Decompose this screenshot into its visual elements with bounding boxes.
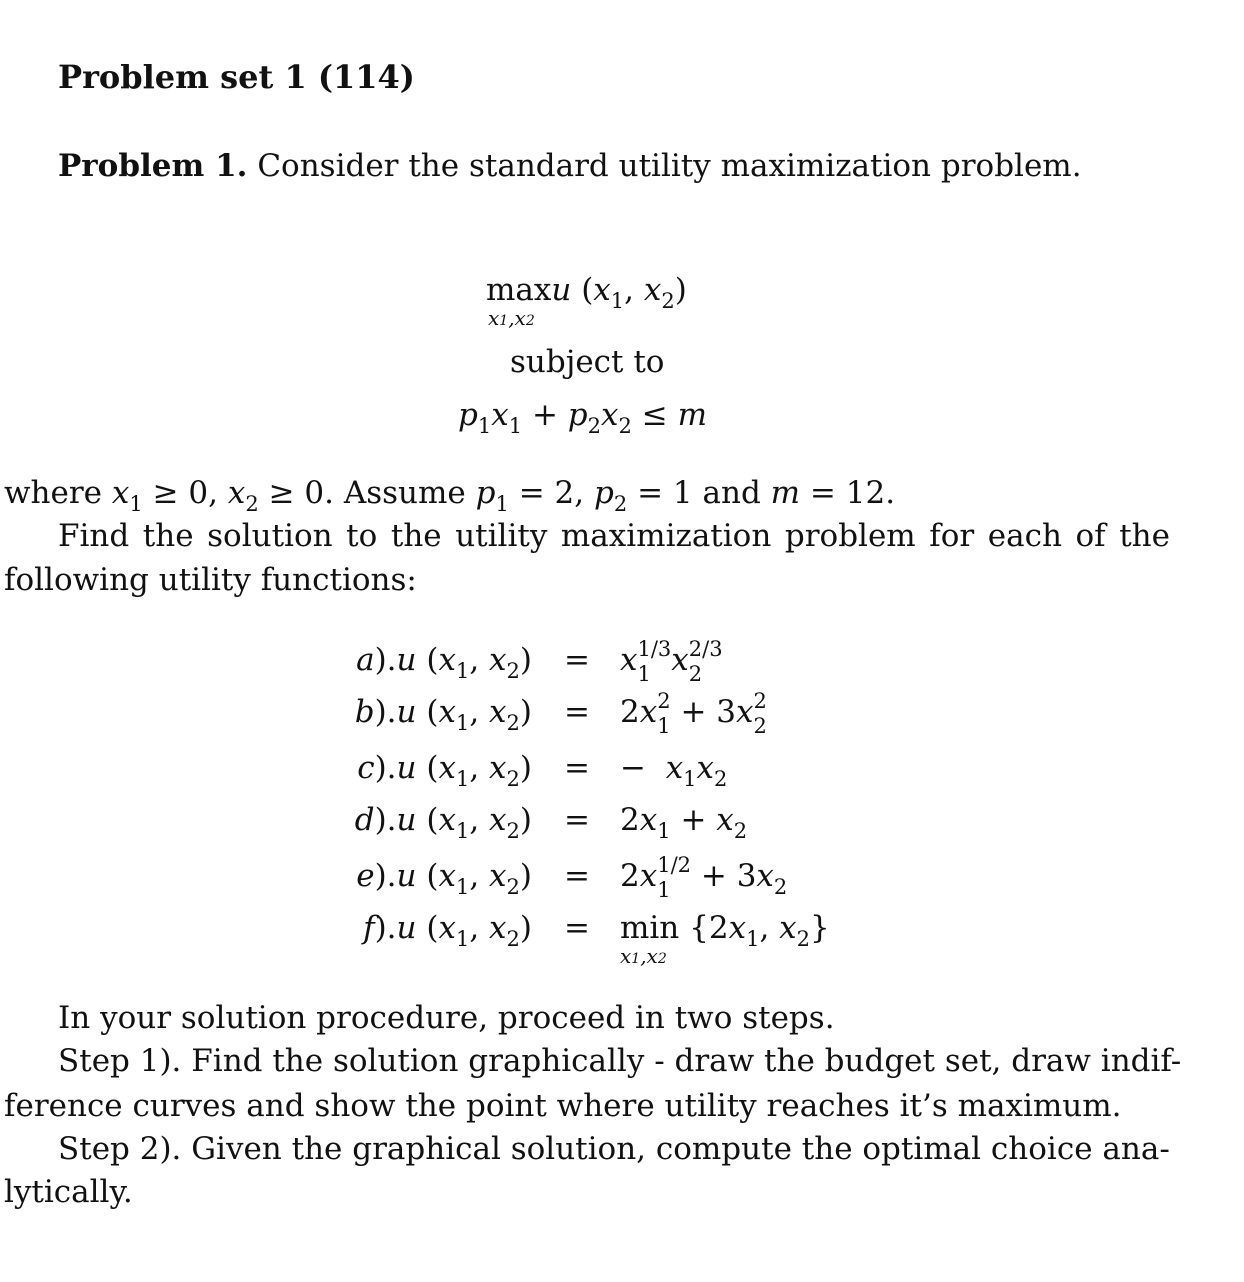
min-subscript: x1,x2 [620,944,667,968]
subject-to: subject to [510,344,665,380]
step-1-line-2: ference curves and show the point where utility reaches it’s maximum. [4,1088,1122,1124]
utility-row-b: b).u ($x_1$, $x_2$) = $2x^2$ 1 + $3x^2$ 2 [354,689,767,738]
step-2-line-2: lytically. [4,1174,133,1210]
step-1-line-1: Step 1). Find the solution graphically - draw the budget set, draw indif- [58,1043,1182,1079]
max-operator: max [486,272,552,308]
utility-row-f: f).u ($x_1$, $x_2$) = $\min \{2x_1$, $x_2$} [363,910,830,951]
procedure-intro: In your solution procedure, proceed in two steps. [58,1000,835,1036]
utility-row-c: c).u ($x_1$, $x_2$) = − $x_1x_2$ [357,750,728,791]
utility-row-e: e).u ($x_1$, $x_2$) = $2x^{1/2}$ 1 + $3x_2$ [356,853,788,902]
problem-1-intro [58,148,1082,184]
utility-row-a: a).u ($x_1$, $x_2$) = $x^{1/3}$ 1 $x^{2/3}$ 2 [356,637,723,686]
step-2-line-1: Step 2). Given the graphical solution, compute the optimal choice ana- [58,1131,1170,1167]
budget-constraint: $p_1x_1 + p_2x_2 \le m$ [458,397,707,438]
utility-row-d: d).u ($x_1$, $x_2$) = $2x_1 + x_2$ [354,802,748,843]
utility-symbol: u [551,272,572,308]
max-subscript: x1,x2 [488,306,535,330]
problem-label: Problem 1. [58,148,248,184]
instruction-line-1: Find the solution to the utility maximization problem for each of the [58,518,1170,554]
objective: maxu ($x_1$, $x_2$) [486,272,687,313]
assumptions-line: where $x_1 \ge 0$, $x_2 \ge 0$. Assume $p_1 = 2$, $p_2 = 1$ and m = 12. [4,475,896,516]
problem-intro-text: Consider the standard utility maximization problem. [257,148,1082,184]
instruction-line-2: following utility functions: [4,562,417,598]
page-title: Problem set 1 (114) [58,58,415,96]
